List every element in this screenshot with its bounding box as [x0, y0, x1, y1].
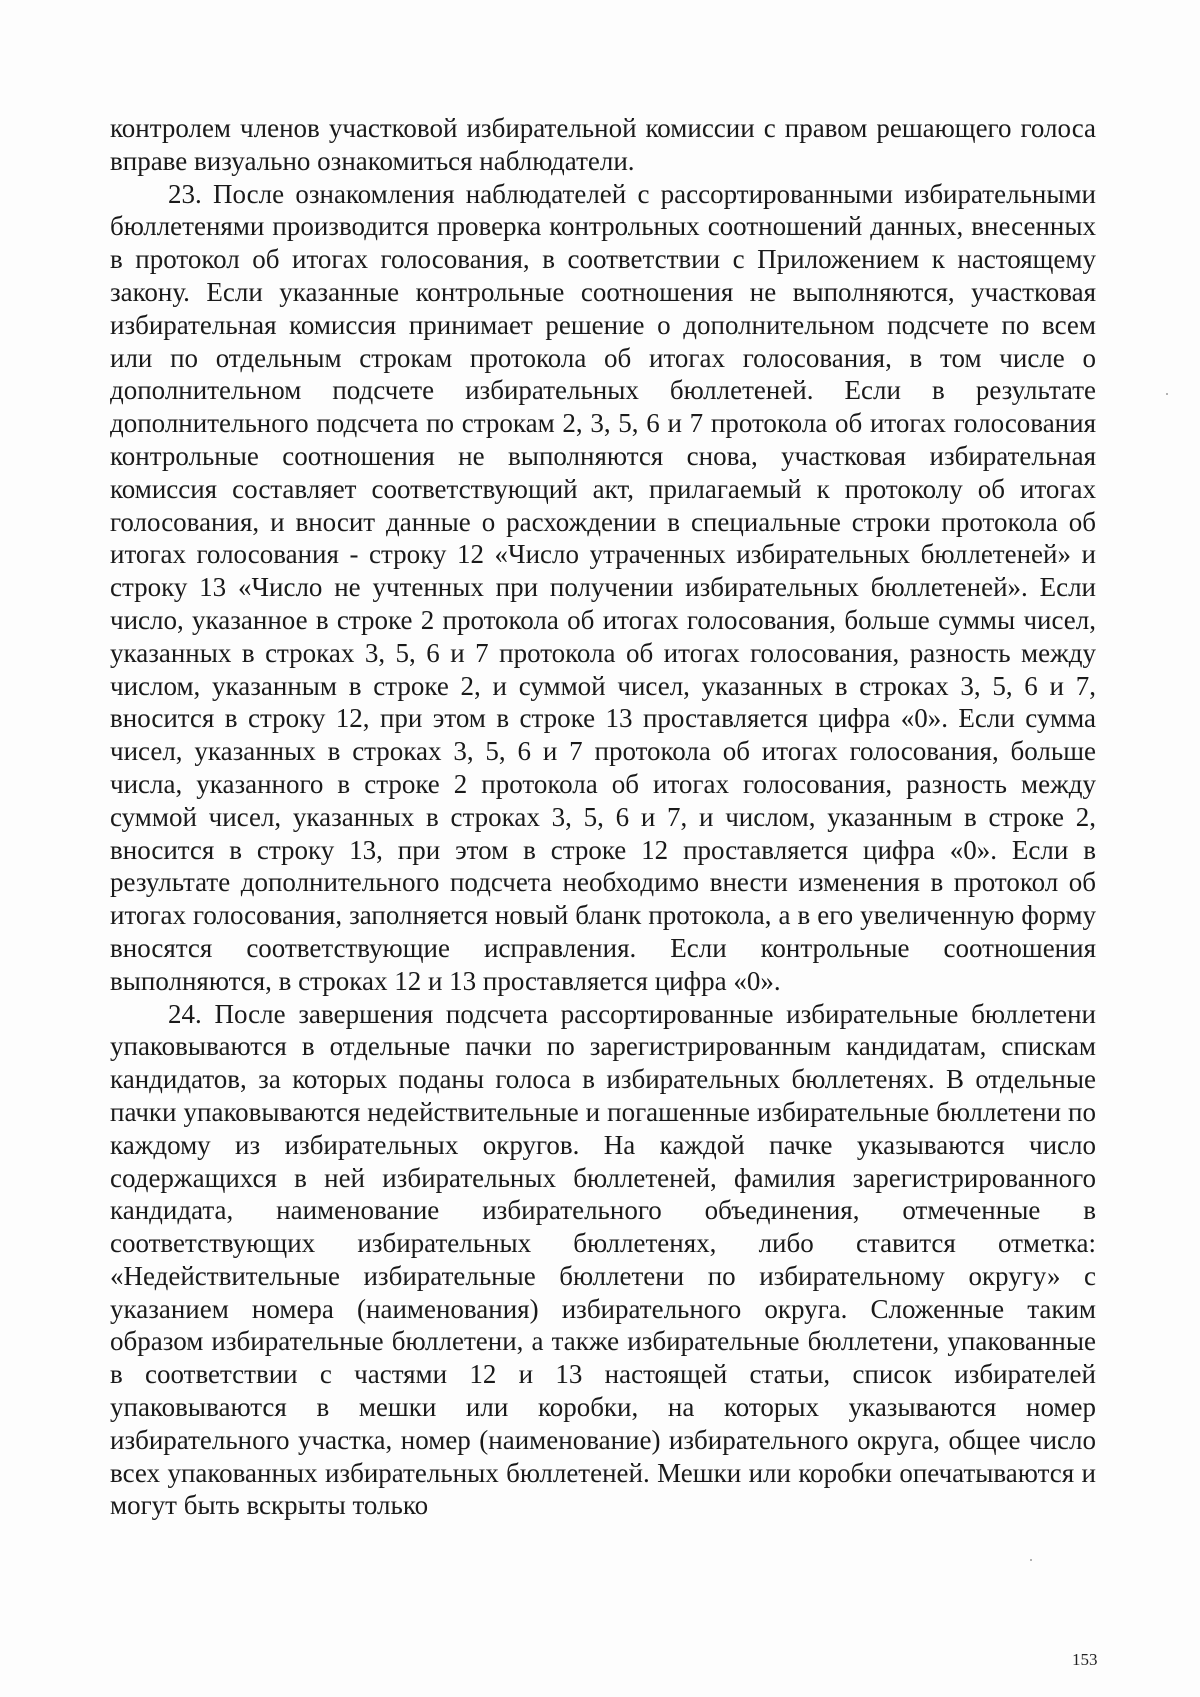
- page-number: 153: [1072, 1650, 1098, 1669]
- paragraph-item-23: 23. После ознакомления наблюдателей с рассортированными избирательными бюллетенями производится проверка контрольных соотношений данных, внесенных в протокол об итогах голосования, в соответствии с Приложением к настоящему закону. Если указанные контрольные соотношения не выполняются, участковая избирательная комиссия принимает решение о дополнительном подсчете по всем или по отдельным строкам протокола об итогах голосования, в том числе о дополнительном подсчете избирательных бюллетеней. Если в результате дополнительного подсчета по строкам 2, 3, 5, 6 и 7 протокола об итогах голосования контрольные соотношения не выполняются снова, участковая избирательная комиссия составляет соответствующий акт, прилагаемый к протоколу об итогах голосования, и вносит данные о расхождении в специальные строки протокола об итогах голосования - строку 12 «Число утраченных избирательных бюллетеней» и строку 13 «Число не учтенных при получении избирательных бюллетеней». Если число, указанное в строке 2 протокола об итогах голосования, больше суммы чисел, указанных в строках 3, 5, 6 и 7 протокола об итогах голосования, разность между числом, указанным в строке 2, и суммой чисел, указанных в строках 3, 5, 6 и 7, вносится в строку 12, при этом в строке 13 проставляется цифра «0». Если сумма чисел, указанных в строках 3, 5, 6 и 7 протокола об итогах голосования, больше числа, указанного в строке 2 протокола об итогах голосования, разность между суммой чисел, указанных в строках 3, 5, 6 и 7, и числом, указанным в строке 2, вносится в строку 13, при этом в строке 12 проставляется цифра «0». Если в результате дополнительного подсчета необходимо внести изменения в протокол об итогах голосования, заполняется новый бланк протокола, а в его увеличенную форму вносятся соответствующие исправления. Если контрольные соотношения выполняются, в строках 12 и 13 проставляется цифра «0».: [110, 178, 1096, 996]
- paragraph-item-24: 24. После завершения подсчета рассортированные избирательные бюллетени упаковываются в отдельные пачки по зарегистрированным кандидатам, спискам кандидатов, за которых поданы голоса в избирательных бюллетенях. В отдельные пачки упаковываются недействительные и погашенные избирательные бюллетени по каждому из избирательных округов. На каждой пачке указываются число содержащихся в ней избирательных бюллетеней, фамилия зарегистрированного кандидата, наименование избирательного объединения, отмеченные в соответствующих избирательных бюллетенях, либо ставится отметка: «Недействительные избирательные бюллетени по избирательному округу» с указанием номера (наименования) избирательного округа. Сложенные таким образом избирательные бюллетени, а также избирательные бюллетени, упакованные в соответствии с частями 12 и 13 настоящей статьи, список избирателей упаковываются в мешки или коробки, на которых указываются номер избирательного участка, номер (наименование) избирательного округа, общее число всех упакованных избирательных бюллетеней. Мешки или коробки опечатываются и могут быть вскрыты только: [110, 998, 1096, 1521]
- document-body: [110, 112, 1096, 1522]
- scan-speck: [1166, 393, 1168, 395]
- scan-speck: [1030, 1559, 1032, 1561]
- paragraph-continuation: контролем членов участковой избирательной комиссии с правом решающего голоса вправе визуально ознакомиться наблюдатели.: [110, 113, 1096, 176]
